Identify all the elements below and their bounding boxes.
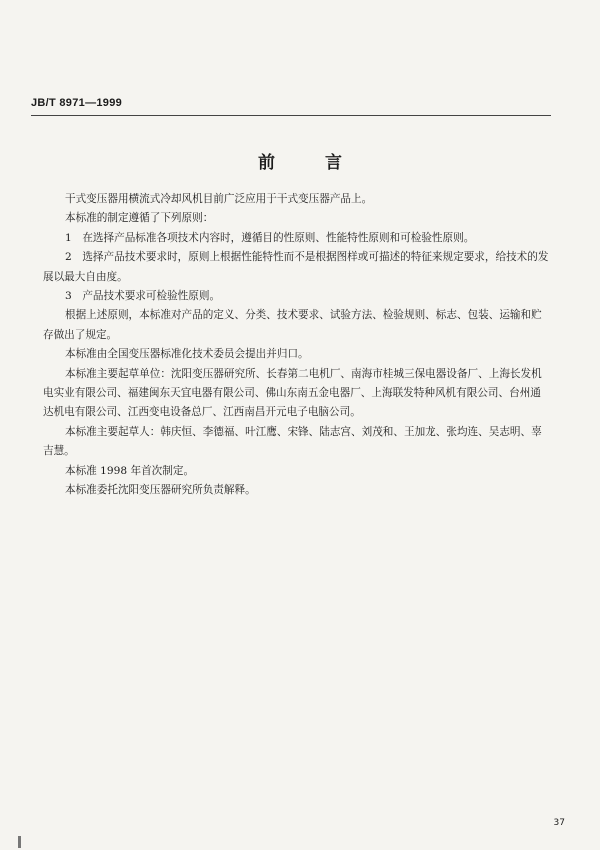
scan-edge-mark: [18, 836, 21, 848]
page-title: 前 言: [258, 153, 364, 173]
principle-item-3: 3 产品技术要求可检验性原则。: [65, 290, 221, 303]
principle-item-2: 2 选择产品技术要求时，原则上根据性能特性而不是根据图样或可描述的特征来规定要求，给技术的发展以最大自由度。: [43, 251, 549, 283]
paragraph-interpretation: 本标准委托沈阳变压器研究所负责解释。: [65, 484, 256, 497]
principle-item-1: 1 在选择产品标准各项技术内容时，遵循目的性原则、性能特性原则和可检验性原则。: [65, 231, 475, 244]
paragraph-drafting-units: 本标准主要起草单位：沈阳变压器研究所、长春第二电机厂、南海市桂城三保电器设备厂、上海长发机电实业有限公司、福建闽东天宜电器有限公司、佛山东南五金电器厂、上海联发特种风机有限公司、台州通达机电有限公司、江西变电设备总厂、江西南昌开元电子电脑公司。: [43, 367, 542, 419]
paragraph-scope: 根据上述原则，本标准对产品的定义、分类、技术要求、试验方法、检验规则、标志、包装、运输和贮存做出了规定。: [43, 309, 542, 341]
paragraph-proposer: 本标准由全国变压器标准化技术委员会提出并归口。: [65, 348, 309, 361]
foreword-body: [43, 190, 550, 501]
page-number: 37: [553, 818, 565, 828]
paragraph-principles-lead: 本标准的制定遵循了下列原则：: [65, 212, 214, 225]
paragraph-first-issue: 本标准 1998 年首次制定。: [65, 464, 195, 477]
paragraph-drafters: 本标准主要起草人：韩庆恒、李德福、叶江鹰、宋锋、陆志宫、刘茂和、王加龙、张均连、吴志明、辜吉慧。: [43, 425, 542, 458]
header-rule: [31, 115, 551, 116]
paragraph-intro: 干式变压器用横流式冷却风机目前广泛应用于干式变压器产品上。: [65, 193, 373, 205]
standard-code: JB/T 8971—1999: [31, 97, 123, 109]
